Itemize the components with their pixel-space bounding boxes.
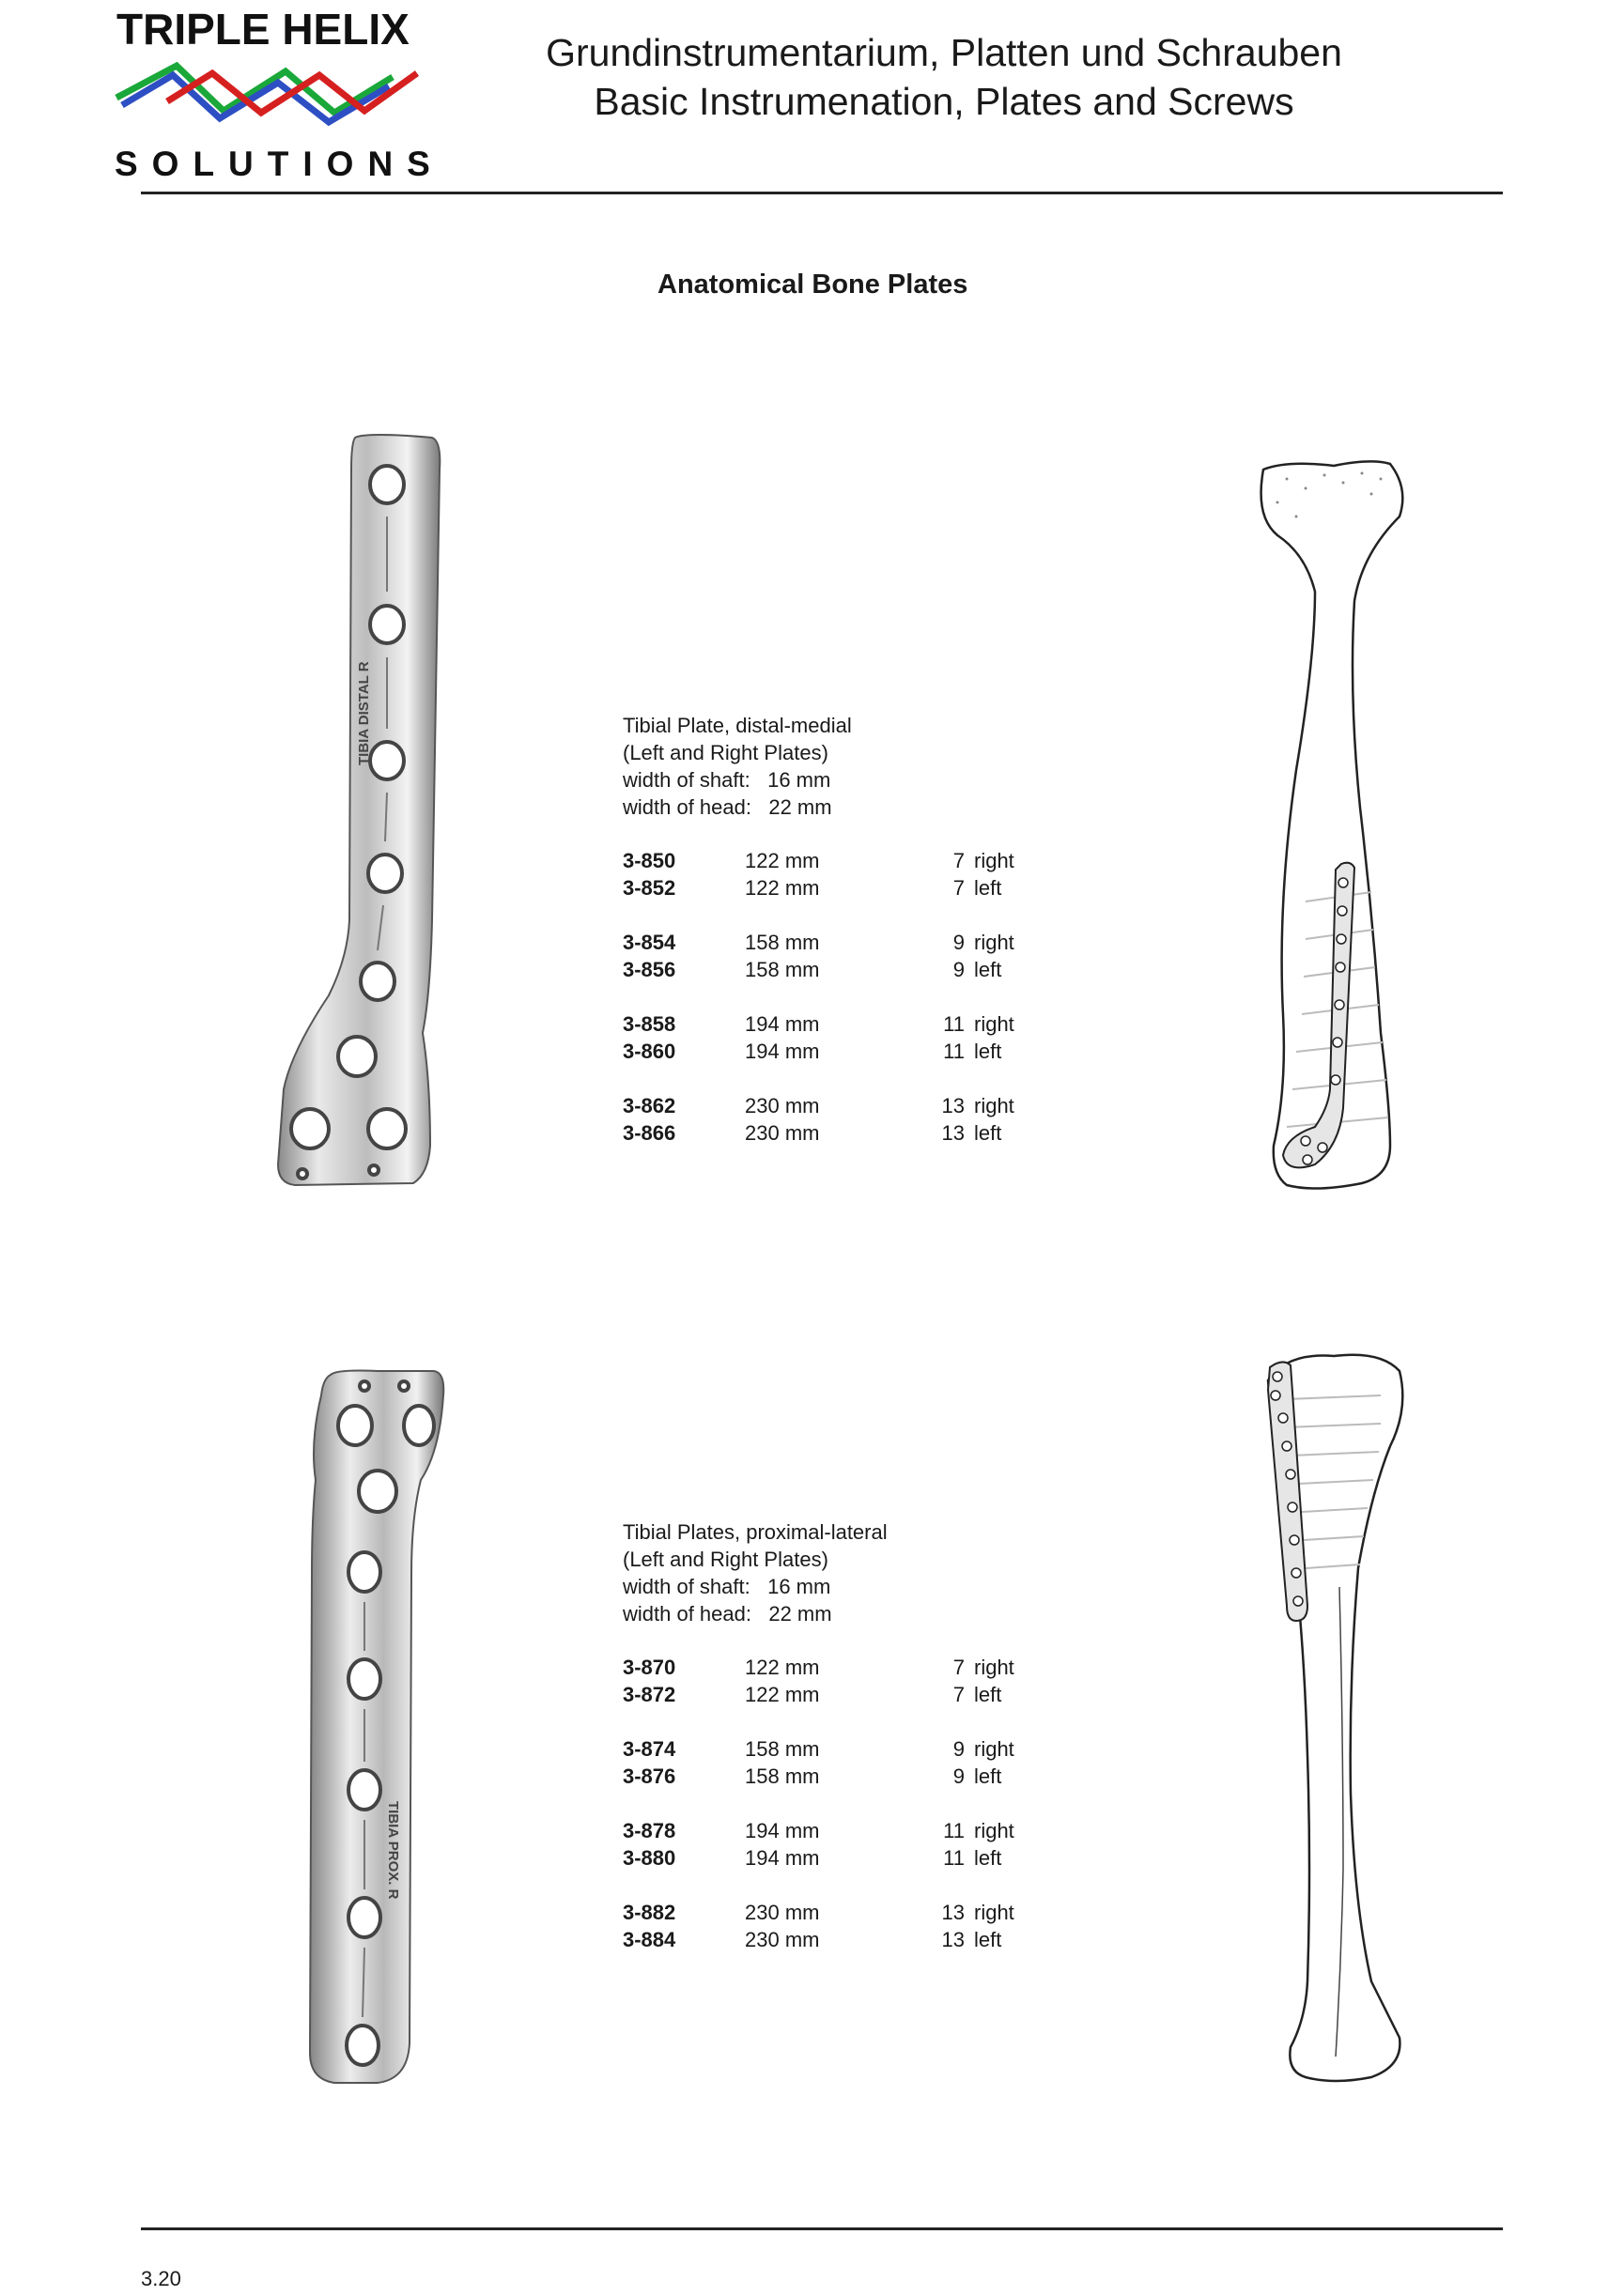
product-name: Tibial Plates, proximal-lateral [623, 1520, 888, 1544]
table-row: 3-876 158 mm 9 left [623, 1764, 1002, 1788]
table-row: 3-870 122 mm 7 right [623, 1656, 1014, 1679]
logo-title: TRIPLE HELIX [116, 5, 410, 54]
table-row: 3-874 158 mm 9 right [623, 1737, 1014, 1761]
table-row: 3-854 158 mm 9 right [623, 931, 1014, 954]
table-row: 3-880 194 mm 11 left [623, 1846, 1002, 1870]
plate-engraving-distal: TIBIA DISTAL R [356, 661, 372, 765]
table-row: 3-878 194 mm 11 right [623, 1819, 1014, 1842]
product-info-distal [623, 712, 852, 821]
table-row: 3-872 122 mm 7 left [623, 1683, 1002, 1706]
product-name: Tibial Plate, distal-medial [623, 714, 852, 737]
header-title-de: Grundinstrumentarium, Platten und Schrauben [546, 31, 1342, 74]
head-width: width of head: 22 mm [623, 1602, 832, 1626]
table-row: 3-852 122 mm 7 left [623, 876, 1002, 900]
tibia-distal-illustration [1249, 451, 1428, 1202]
header-title [526, 28, 1362, 126]
product-variant: (Left and Right Plates) [623, 741, 828, 764]
section-title: Anatomical Bone Plates [657, 270, 968, 300]
table-row: 3-884 230 mm 13 left [623, 1928, 1002, 1951]
table-row: 3-882 230 mm 13 right [623, 1901, 1014, 1924]
header-divider [141, 192, 1503, 194]
proximal-lateral-plate-image [302, 1367, 453, 2090]
table-row: 3-850 122 mm 7 right [623, 849, 1014, 872]
table-row: 3-856 158 mm 9 left [623, 958, 1002, 981]
product-table-proximal [623, 1654, 1017, 1953]
product-variant: (Left and Right Plates) [623, 1548, 828, 1571]
tibia-proximal-illustration [1249, 1343, 1428, 2094]
table-row: 3-858 194 mm 11 right [623, 1012, 1014, 1036]
table-row: 3-860 194 mm 11 left [623, 1040, 1002, 1063]
logo-subtitle: SOLUTIONS [115, 145, 444, 183]
shaft-width: width of shaft: 16 mm [623, 768, 831, 792]
shaft-width: width of shaft: 16 mm [623, 1575, 831, 1598]
distal-medial-plate-image [272, 432, 451, 1202]
plate-engraving-proximal: TIBIA PROX. R [385, 1801, 401, 1900]
header-title-en: Basic Instrumenation, Plates and Screws [594, 80, 1294, 123]
product-table-distal [623, 847, 1017, 1147]
footer-divider [141, 2227, 1503, 2230]
company-logo [111, 4, 444, 192]
helix-logo-icon [111, 56, 430, 131]
page-number: 3.20 [141, 2267, 181, 2290]
table-row: 3-866 230 mm 13 left [623, 1121, 1002, 1145]
product-info-proximal [623, 1518, 888, 1627]
head-width: width of head: 22 mm [623, 795, 832, 819]
table-row: 3-862 230 mm 13 right [623, 1094, 1014, 1117]
